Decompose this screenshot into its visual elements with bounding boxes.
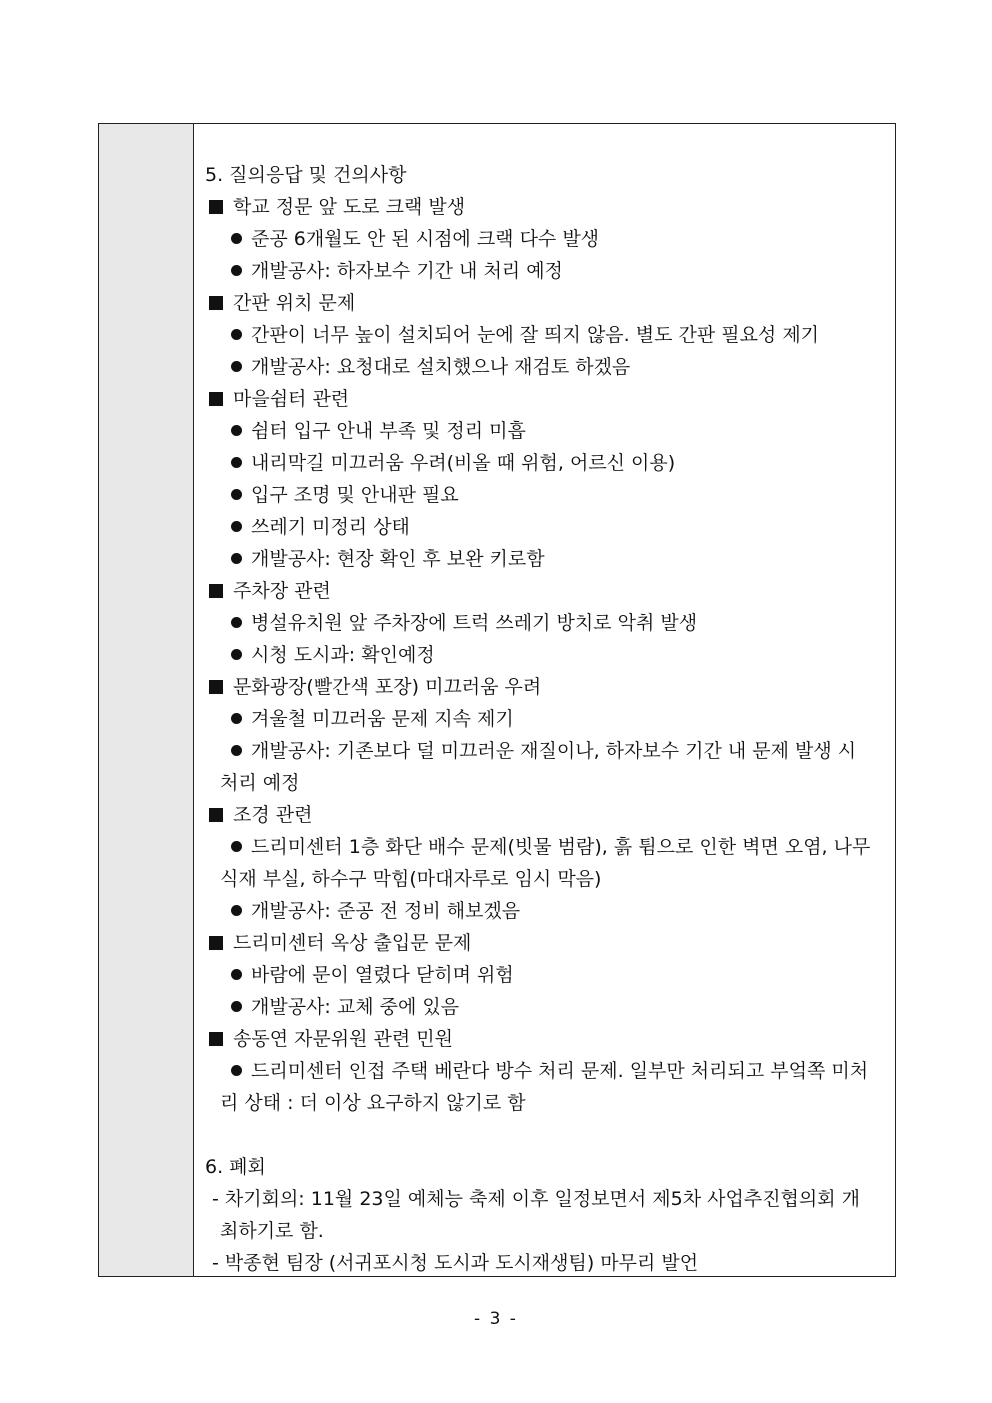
group-heading: 송동연 자문위원 관련 민원 <box>203 1023 887 1055</box>
list-item-continuation: 식재 부실, 하수구 막힘(마대자루로 임시 막음) <box>220 868 602 890</box>
list-item: 간판이 너무 높이 설치되어 눈에 잘 띄지 않음. 별도 간판 필요성 제기 <box>203 319 887 351</box>
list-item: 바람에 문이 열렸다 닫히며 위험 <box>203 959 887 991</box>
circle-bullet-icon <box>231 457 242 468</box>
square-bullet-icon <box>209 680 223 694</box>
list-item: 개발공사: 하자보수 기간 내 처리 예정 <box>203 255 887 287</box>
circle-bullet-icon <box>231 745 242 756</box>
section-5-title: 5. 질의응답 및 건의사항 <box>205 164 407 186</box>
list-item: 개발공사: 준공 전 정비 해보겠음 <box>203 895 887 927</box>
group-heading: 조경 관련 <box>203 799 887 831</box>
group-heading: 드리미센터 옥상 출입문 문제 <box>203 927 887 959</box>
list-item: 드리미센터 1층 화단 배수 문제(빗물 범람), 흙 튐으로 인한 벽면 오염, 나무 <box>203 831 887 863</box>
circle-bullet-icon <box>231 713 242 724</box>
circle-bullet-icon <box>231 361 242 372</box>
list-item: 드리미센터 인접 주택 베란다 방수 처리 문제. 일부만 처리되고 부엌쪽 미처 <box>203 1055 887 1087</box>
circle-bullet-icon <box>231 905 242 916</box>
square-bullet-icon <box>209 296 223 310</box>
minutes-table <box>98 123 896 1277</box>
list-item-continuation: 처리 예정 <box>220 772 300 794</box>
circle-bullet-icon <box>231 969 242 980</box>
square-bullet-icon <box>209 936 223 950</box>
circle-bullet-icon <box>231 1065 242 1076</box>
circle-bullet-icon <box>231 553 242 564</box>
list-item: 개발공사: 기존보다 덜 미끄러운 재질이나, 하자보수 기간 내 문제 발생 시 <box>203 735 887 767</box>
list-item: 쉼터 입구 안내 부족 및 정리 미흡 <box>203 415 887 447</box>
closing-item: - 박종현 팀장 (서귀포시청 도시과 도시재생팀) 마무리 발언 <box>212 1252 699 1274</box>
circle-bullet-icon <box>231 489 242 500</box>
circle-bullet-icon <box>231 233 242 244</box>
list-item: 쓰레기 미정리 상태 <box>203 511 887 543</box>
square-bullet-icon <box>209 392 223 406</box>
group-heading: 간판 위치 문제 <box>203 287 887 319</box>
circle-bullet-icon <box>231 329 242 340</box>
spacer <box>203 1119 887 1151</box>
circle-bullet-icon <box>231 521 242 532</box>
list-item: 준공 6개월도 안 된 시점에 크랙 다수 발생 <box>203 223 887 255</box>
list-item: 개발공사: 요청대로 설치했으나 재검토 하겠음 <box>203 351 887 383</box>
circle-bullet-icon <box>231 617 242 628</box>
square-bullet-icon <box>209 584 223 598</box>
section-6-title: 6. 폐회 <box>205 1156 266 1178</box>
list-item: 병설유치원 앞 주차장에 트럭 쓰레기 방치로 악취 발생 <box>203 607 887 639</box>
closing-item-continuation: 최하기로 함. <box>220 1220 324 1242</box>
list-item: 겨울철 미끄러움 문제 지속 제기 <box>203 703 887 735</box>
circle-bullet-icon <box>231 841 242 852</box>
page-number: - 3 - <box>474 1309 518 1329</box>
list-item: 개발공사: 교체 중에 있음 <box>203 991 887 1023</box>
circle-bullet-icon <box>231 425 242 436</box>
square-bullet-icon <box>209 200 223 214</box>
list-item: 시청 도시과: 확인예정 <box>203 639 887 671</box>
group-heading: 문화광장(빨간색 포장) 미끄러움 우려 <box>203 671 887 703</box>
group-heading: 학교 정문 앞 도로 크랙 발생 <box>203 191 887 223</box>
square-bullet-icon <box>209 1032 223 1046</box>
label-column <box>99 124 194 1276</box>
closing-item: - 차기회의: 11월 23일 예체능 축제 이후 일정보면서 제5차 사업추진협의회 개 <box>212 1188 861 1210</box>
list-item: 입구 조명 및 안내판 필요 <box>203 479 887 511</box>
content-cell <box>194 124 895 1276</box>
group-heading: 주차장 관련 <box>203 575 887 607</box>
list-item-continuation: 리 상태 : 더 이상 요구하지 않기로 함 <box>220 1092 526 1114</box>
circle-bullet-icon <box>231 1001 242 1012</box>
list-item: 개발공사: 현장 확인 후 보완 키로함 <box>203 543 887 575</box>
square-bullet-icon <box>209 808 223 822</box>
circle-bullet-icon <box>231 265 242 276</box>
list-item: 내리막길 미끄러움 우려(비올 때 위험, 어르신 이용) <box>203 447 887 479</box>
circle-bullet-icon <box>231 649 242 660</box>
group-heading: 마을쉼터 관련 <box>203 383 887 415</box>
